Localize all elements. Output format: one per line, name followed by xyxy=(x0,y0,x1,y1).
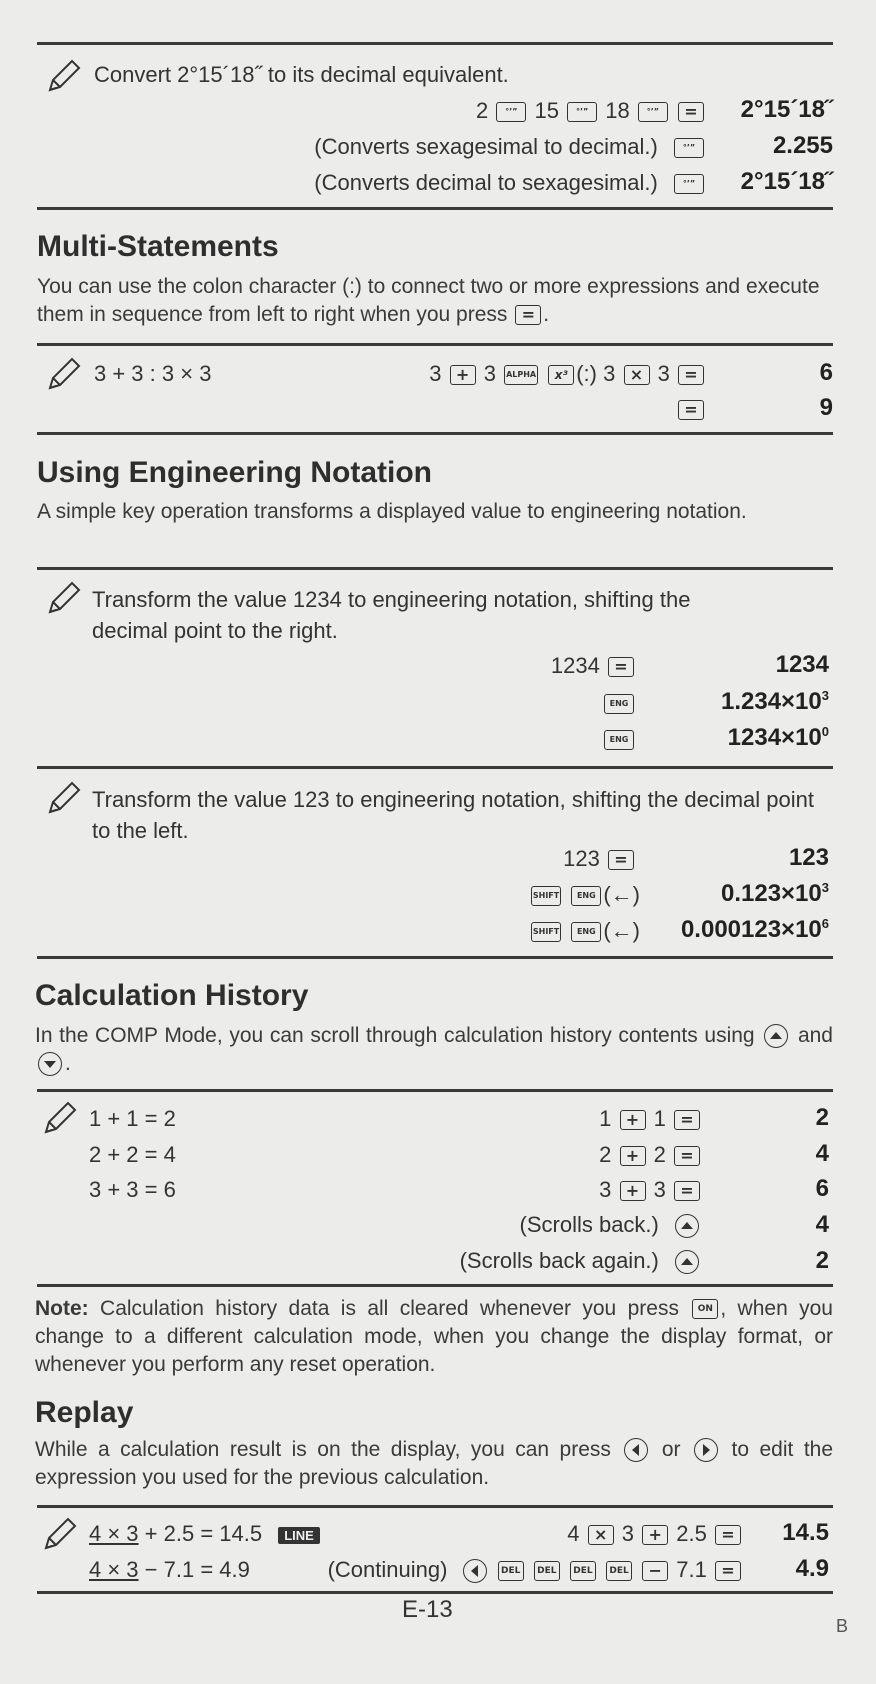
eng-ex2-result2: $0.123\times 10^3$ xyxy=(720,880,829,907)
eng-key[interactable]: ENG xyxy=(571,922,601,942)
dms-row2-label: (Converts sexagesimal to decimal.) xyxy=(314,134,658,159)
eng-ex1-row1: 1234 = xyxy=(551,653,636,679)
dms-row1-result: 2°15´18˝ xyxy=(740,96,833,123)
equals-key[interactable]: = xyxy=(715,1525,741,1545)
divider xyxy=(37,1089,833,1092)
divider xyxy=(37,42,833,45)
equals-key[interactable]: = xyxy=(674,1181,700,1201)
page-number: E-13 xyxy=(402,1596,453,1623)
plus-key[interactable]: + xyxy=(620,1181,646,1201)
up-arrow-key-icon[interactable] xyxy=(764,1024,788,1048)
divider xyxy=(37,766,833,769)
section-title-eng: Using Engineering Notation xyxy=(37,456,432,489)
divider xyxy=(37,567,833,570)
dms-row2-result: 2.255 xyxy=(772,132,833,159)
history-row-keys: 3 + 3 = xyxy=(599,1177,702,1203)
pencil-icon xyxy=(44,780,82,818)
eng-ex1-text: Transform the value 1234 to engineering notation, shifting the decimal point to the right. xyxy=(92,587,691,643)
on-key[interactable]: ON xyxy=(692,1299,718,1319)
eng-ex2-row1: 123 = xyxy=(563,846,636,872)
replay-row2-expr: 4 × 3 − 7.1 = 4.9 xyxy=(89,1557,250,1582)
x3-key[interactable]: x³ xyxy=(548,365,574,385)
dms-key[interactable]: °’” xyxy=(567,102,597,122)
history-row-result: 2 xyxy=(815,1104,829,1131)
del-key[interactable]: DEL xyxy=(606,1561,632,1581)
eng-ex2-result3: $0.000123\times 10^6$ xyxy=(680,916,829,943)
multi-row2-keys xyxy=(676,396,706,422)
eng-ex1-result2: $1.234\times 10^3$ xyxy=(720,688,829,715)
equals-key[interactable]: = xyxy=(678,400,704,420)
history-row-keys: 1 + 1 = xyxy=(599,1106,702,1132)
dms-key[interactable]: °’” xyxy=(674,174,704,194)
line-badge: LINE xyxy=(278,1527,320,1544)
left-arrow-key-icon[interactable] xyxy=(624,1438,648,1462)
section-title-replay: Replay xyxy=(35,1396,134,1429)
eng-ex1-result3: $1234\times 10^0$ xyxy=(727,724,829,751)
times-key[interactable]: × xyxy=(624,365,650,385)
replay-row1-result: 14.5 xyxy=(782,1519,829,1546)
dms-row1-keys: 2 °’” 15 °’” 18 °’” = xyxy=(476,98,706,124)
up-arrow-key-icon[interactable] xyxy=(675,1250,699,1274)
plus-key[interactable]: + xyxy=(450,365,476,385)
eng-key[interactable]: ENG xyxy=(604,730,634,750)
equals-key[interactable]: = xyxy=(674,1146,700,1166)
pencil-icon xyxy=(40,1516,78,1554)
pencil-icon xyxy=(40,1100,78,1138)
replay-row1-expr: 4 × 3 + 2.5 = 14.5 LINE xyxy=(89,1521,320,1547)
history-scroll1-result: 4 xyxy=(815,1211,829,1238)
shift-key[interactable]: SHIFT xyxy=(531,922,561,942)
history-row-keys: 2 + 2 = xyxy=(599,1142,702,1168)
dms-row3-result: 2°15´18˝ xyxy=(740,168,833,195)
minus-key[interactable]: − xyxy=(642,1561,668,1581)
equals-key[interactable]: = xyxy=(678,102,704,122)
dms-example-text: Convert 2°15´18˝ to its decimal equivalent. xyxy=(94,62,509,87)
eng-ex2-row2: SHIFT ENG (←) xyxy=(532,882,640,907)
eng-ex1-row3 xyxy=(602,726,636,752)
up-arrow-key-icon[interactable] xyxy=(675,1214,699,1238)
divider xyxy=(37,956,833,959)
history-row-expr: 3 + 3 = 6 xyxy=(89,1177,176,1202)
eng-body: A simple key operation transforms a displayed value to engineering notation. xyxy=(37,500,747,523)
dms-key[interactable]: °’” xyxy=(674,138,704,158)
divider xyxy=(37,1591,833,1594)
times-key[interactable]: × xyxy=(588,1525,614,1545)
history-scroll2-result: 2 xyxy=(815,1247,829,1274)
multi-body: You can use the colon character (:) to connect two or more expressions and execute them in sequence from left to right when you press = . xyxy=(37,275,820,326)
dms-row3-label: (Converts decimal to sexagesimal.) xyxy=(314,170,658,195)
history-row-expr: 1 + 1 = 2 xyxy=(89,1106,176,1131)
eng-ex1-row2 xyxy=(602,690,636,716)
history-row-expr: 2 + 2 = 4 xyxy=(89,1142,176,1167)
section-title-multi: Multi-Statements xyxy=(37,230,279,263)
equals-key[interactable]: = xyxy=(715,1561,741,1581)
dms-key[interactable]: °’” xyxy=(496,102,526,122)
dms-row2 xyxy=(314,134,706,160)
divider xyxy=(37,1505,833,1508)
replay-row2-keys: (Continuing) DEL DEL DEL DEL − 7.1 = xyxy=(328,1557,743,1583)
eng-ex1-result1: 1234 xyxy=(775,651,829,678)
replay-row2-result: 4.9 xyxy=(795,1555,829,1582)
multi-row1-keys: 3 + 3 ALPHA x³ (:) 3 × 3 = xyxy=(429,361,706,387)
section-title-history: Calculation History xyxy=(35,979,309,1012)
shift-key[interactable]: SHIFT xyxy=(531,886,561,906)
left-arrow-key-icon[interactable] xyxy=(463,1559,487,1583)
equals-key[interactable]: = xyxy=(608,657,634,677)
equals-key[interactable]: = xyxy=(515,305,541,325)
divider xyxy=(37,1284,833,1287)
history-scroll2: (Scrolls back again.) xyxy=(460,1248,702,1274)
history-body: In the COMP Mode, you can scroll through calculation history contents using and . xyxy=(35,1024,833,1075)
multi-example-expr: 3 + 3 : 3 × 3 xyxy=(94,361,212,386)
divider xyxy=(37,207,833,210)
eng-ex2-row3: SHIFT ENG (←) xyxy=(532,918,640,943)
del-key[interactable]: DEL xyxy=(570,1561,596,1581)
divider xyxy=(37,432,833,435)
eng-key[interactable]: ENG xyxy=(571,886,601,906)
pencil-icon xyxy=(44,580,82,618)
right-arrow-key-icon[interactable] xyxy=(694,1438,718,1462)
plus-key[interactable]: + xyxy=(620,1110,646,1130)
divider xyxy=(37,343,833,346)
eng-key[interactable]: ENG xyxy=(604,694,634,714)
plus-key[interactable]: + xyxy=(642,1525,668,1545)
alpha-key[interactable]: ALPHA xyxy=(504,365,538,385)
down-arrow-key-icon[interactable] xyxy=(38,1052,62,1076)
del-key[interactable]: DEL xyxy=(534,1561,560,1581)
multi-result2: 9 xyxy=(819,394,833,421)
pencil-icon xyxy=(44,58,82,96)
replay-row1-keys: 4 × 3 + 2.5 = xyxy=(567,1521,743,1547)
history-row-result: 6 xyxy=(815,1175,829,1202)
equals-key[interactable]: = xyxy=(608,850,634,870)
dms-key[interactable]: °’” xyxy=(638,102,668,122)
corner-letter: B xyxy=(836,1616,849,1636)
history-note: Note: Calculation history data is all cleared whenever you press ON , when you change to a different calculation mode, when you change the display format, or whenever you perform any reset operation. xyxy=(35,1297,833,1376)
dms-row3 xyxy=(314,170,706,196)
eng-ex2-result1: 123 xyxy=(788,844,829,871)
plus-key[interactable]: + xyxy=(620,1146,646,1166)
multi-result1: 6 xyxy=(819,359,833,386)
replay-body: While a calculation result is on the display, you can press or to edit the expression you used for the previous calculation. xyxy=(35,1438,834,1489)
history-scroll1: (Scrolls back.) xyxy=(520,1212,702,1238)
history-row-result: 4 xyxy=(815,1140,829,1167)
equals-key[interactable]: = xyxy=(674,1110,700,1130)
del-key[interactable]: DEL xyxy=(498,1561,524,1581)
eng-ex2-text: Transform the value 123 to engineering notation, shifting the decimal point to the left. xyxy=(92,787,814,843)
pencil-icon xyxy=(44,356,82,394)
equals-key[interactable]: = xyxy=(678,365,704,385)
